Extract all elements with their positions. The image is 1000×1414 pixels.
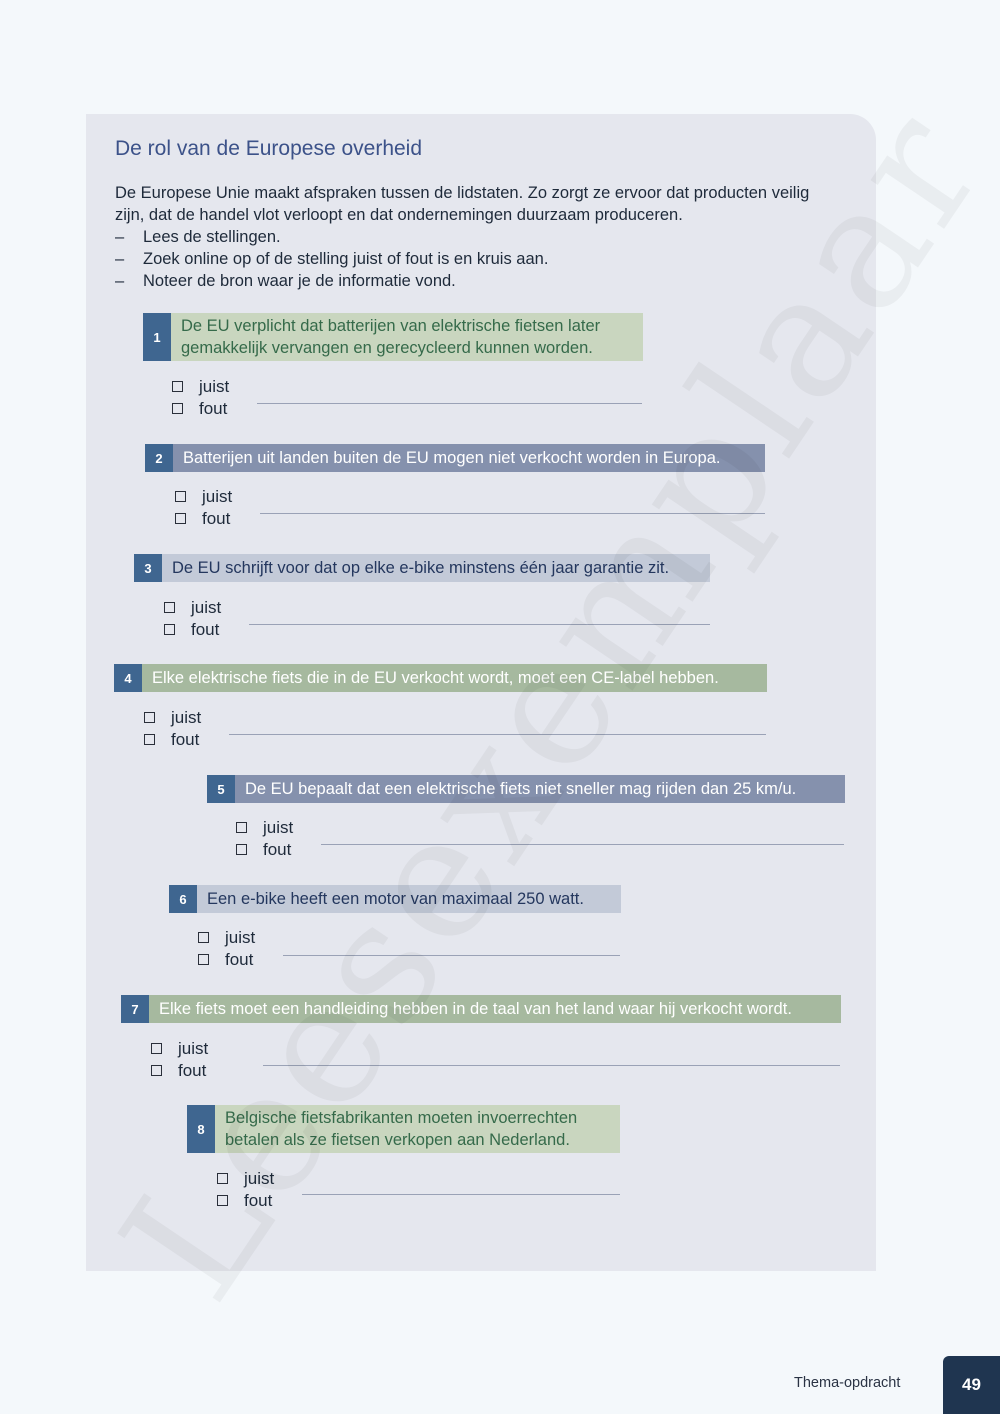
source-answer-line[interactable] (302, 1194, 620, 1195)
statement-text: Een e-bike heeft een motor van maximaal 250 watt. (197, 885, 621, 913)
checkbox-juist[interactable] (164, 602, 175, 613)
statement-7 (121, 995, 841, 1023)
statement-text: Elke elektrische fiets die in de EU verkocht wordt, moet een CE-label hebben. (142, 664, 767, 692)
page-number: 49 (943, 1356, 1000, 1414)
statement-number: 8 (187, 1105, 215, 1153)
checkbox-juist[interactable] (217, 1173, 228, 1184)
checkbox-fout[interactable] (164, 624, 175, 635)
checkbox-fout[interactable] (236, 844, 247, 855)
instruction-list (115, 226, 835, 292)
checkbox-fout[interactable] (144, 734, 155, 745)
statement-2 (145, 444, 765, 472)
instruction-item: – Lees de stellingen. (115, 226, 835, 248)
answer-options-6 (198, 927, 255, 970)
statement-number: 1 (143, 313, 171, 361)
option-juist[interactable] (164, 597, 221, 619)
option-label: fout (178, 1060, 207, 1080)
statement-text: De EU verplicht dat batterijen van elektrische fietsen later gemakkelijk vervangen en gerecycleerd kunnen worden. (171, 313, 643, 361)
statement-text: Elke fiets moet een handleiding hebben in de taal van het land waar hij verkocht wordt. (149, 995, 841, 1023)
answer-options-4 (144, 707, 201, 750)
checkbox-juist[interactable] (144, 712, 155, 723)
checkbox-juist[interactable] (172, 381, 183, 392)
answer-options-1 (172, 376, 229, 419)
statement-number: 4 (114, 664, 142, 692)
checkbox-fout[interactable] (198, 954, 209, 965)
statement-number: 2 (145, 444, 173, 472)
statement-number: 6 (169, 885, 197, 913)
source-answer-line[interactable] (249, 624, 710, 625)
option-juist[interactable] (172, 376, 229, 398)
intro-text: De Europese Unie maakt afspraken tussen de lidstaten. Zo zorgt ze ervoor dat producten veilig zijn, dat de handel vlot verloopt en dat ondernemingen duurzaam produceren. (115, 184, 810, 224)
statement-8 (187, 1105, 620, 1153)
option-label: juist (171, 708, 202, 727)
option-label: juist (191, 598, 222, 617)
answer-options-3 (164, 597, 221, 640)
option-label: juist (178, 1039, 209, 1058)
option-juist[interactable] (144, 707, 201, 729)
option-fout[interactable] (217, 1190, 274, 1212)
statement-text: Belgische fietsfabrikanten moeten invoerrechten betalen als ze fietsen verkopen aan Nederland. (215, 1105, 620, 1153)
source-answer-line[interactable] (283, 955, 620, 956)
instruction-item: – Noteer de bron waar je de informatie vond. (115, 270, 835, 292)
checkbox-fout[interactable] (172, 403, 183, 414)
option-label: juist (199, 377, 230, 396)
option-fout[interactable] (198, 949, 255, 971)
option-label: fout (244, 1190, 273, 1210)
option-juist[interactable] (236, 817, 293, 839)
option-label: juist (225, 928, 256, 947)
option-fout[interactable] (151, 1060, 208, 1082)
checkbox-juist[interactable] (198, 932, 209, 943)
checkbox-fout[interactable] (175, 513, 186, 524)
statement-text: De EU bepaalt dat een elektrische fiets niet sneller mag rijden dan 25 km/u. (235, 775, 845, 803)
statement-text: Batterijen uit landen buiten de EU mogen niet verkocht worden in Europa. (173, 444, 765, 472)
option-label: fout (199, 398, 228, 418)
option-label: juist (263, 818, 294, 837)
statement-text: De EU schrijft voor dat op elke e-bike minstens één jaar garantie zit. (162, 554, 710, 582)
source-answer-line[interactable] (229, 734, 766, 735)
option-juist[interactable] (198, 927, 255, 949)
checkbox-fout[interactable] (217, 1195, 228, 1206)
answer-options-8 (217, 1168, 274, 1211)
statement-3 (134, 554, 710, 582)
checkbox-juist[interactable] (236, 822, 247, 833)
instruction-item: – Zoek online op of de stelling juist of fout is en kruis aan. (115, 248, 835, 270)
checkbox-juist[interactable] (151, 1043, 162, 1054)
option-label: juist (202, 487, 233, 506)
answer-options-5 (236, 817, 293, 860)
intro-block (115, 182, 835, 292)
source-answer-line[interactable] (321, 844, 844, 845)
option-label: fout (171, 729, 200, 749)
option-juist[interactable] (151, 1038, 208, 1060)
source-answer-line[interactable] (260, 513, 765, 514)
statement-6 (169, 885, 621, 913)
answer-options-7 (151, 1038, 208, 1081)
statement-4 (114, 664, 767, 692)
statement-number: 3 (134, 554, 162, 582)
statement-number: 5 (207, 775, 235, 803)
option-juist[interactable] (175, 486, 232, 508)
option-label: fout (263, 839, 292, 859)
option-fout[interactable] (236, 839, 293, 861)
source-answer-line[interactable] (257, 403, 642, 404)
checkbox-fout[interactable] (151, 1065, 162, 1076)
option-juist[interactable] (217, 1168, 274, 1190)
option-label: fout (202, 508, 231, 528)
section-title: De rol van de Europese overheid (115, 137, 423, 160)
source-answer-line[interactable] (263, 1065, 840, 1066)
option-label: fout (225, 949, 254, 969)
option-fout[interactable] (164, 619, 221, 641)
option-label: juist (244, 1169, 275, 1188)
option-label: fout (191, 619, 220, 639)
footer-label: Thema-opdracht (794, 1375, 901, 1391)
answer-options-2 (175, 486, 232, 529)
statement-number: 7 (121, 995, 149, 1023)
option-fout[interactable] (172, 398, 229, 420)
statement-5 (207, 775, 845, 803)
option-fout[interactable] (144, 729, 201, 751)
option-fout[interactable] (175, 508, 232, 530)
checkbox-juist[interactable] (175, 491, 186, 502)
statement-1 (143, 313, 643, 361)
